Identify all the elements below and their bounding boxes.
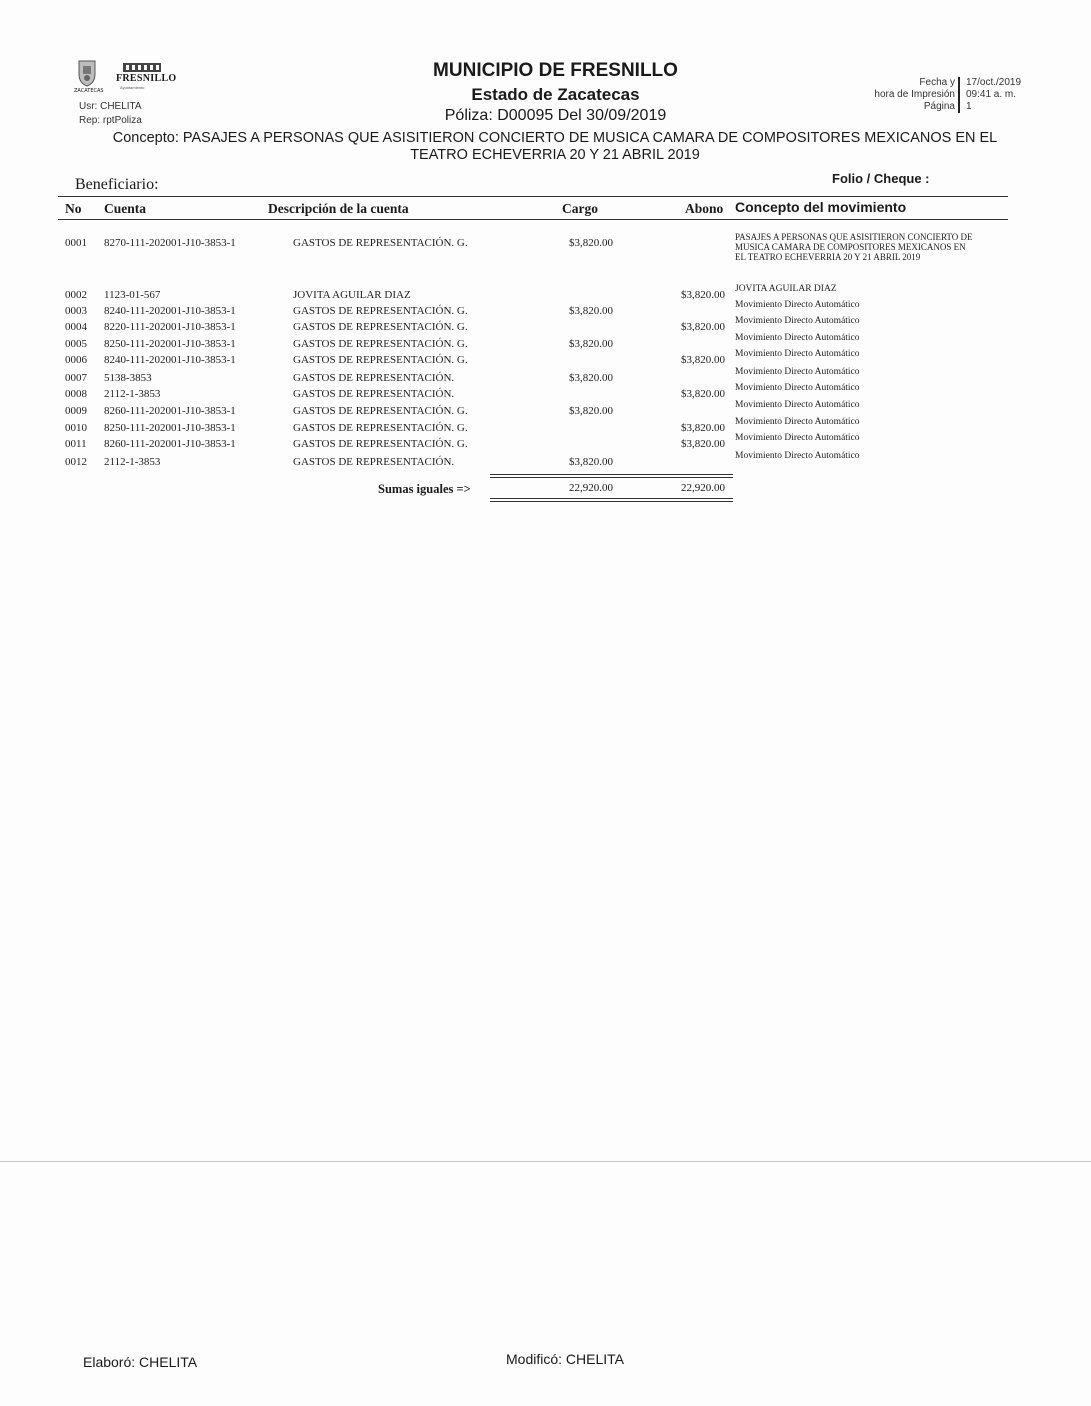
row-concepto: Movimiento Directo Automático [735, 400, 860, 410]
row-abono: $3,820.00 [681, 438, 725, 450]
row-cuenta: 8260-111-202001-J10-3853-1 [104, 405, 236, 417]
print-separator [958, 77, 960, 113]
row-cuenta: 8250-111-202001-J10-3853-1 [104, 338, 236, 350]
row-cuenta: 8260-111-202001-J10-3853-1 [104, 438, 236, 450]
row-no: 0011 [65, 438, 87, 450]
row-no: 0006 [65, 354, 87, 366]
row-no: 0012 [65, 456, 87, 468]
user-label: Usr: CHELITA [79, 101, 142, 112]
row-concepto: PASAJES A PERSONAS QUE ASISITIERON CONCIERTO DE MUSICA CAMARA DE COMPOSITORES MEXICANOS EN EL TEATRO ECHEVERRIA 20 Y 21 ABRIL 2019 [735, 232, 973, 262]
row-no: 0009 [65, 405, 87, 417]
print-info [826, 75, 1038, 117]
report-label: Rep: rptPoliza [79, 115, 142, 126]
print-labels: Fecha y hora de Impresión Página [874, 77, 955, 112]
row-cuenta: 1123-01-567 [104, 289, 161, 301]
row-cuenta: 8240-111-202001-J10-3853-1 [104, 305, 236, 317]
row-cuenta: 8220-111-202001-J10-3853-1 [104, 321, 236, 333]
row-descripcion: GASTOS DE REPRESENTACIÓN. G. [293, 338, 468, 350]
row-abono: $3,820.00 [681, 422, 725, 434]
col-header-cargo: Cargo [562, 201, 598, 216]
row-cuenta: 8270-111-202001-J10-3853-1 [104, 237, 236, 249]
row-concepto: Movimiento Directo Automático [735, 383, 860, 393]
row-concepto: Movimiento Directo Automático [735, 349, 860, 359]
row-concepto: Movimiento Directo Automático [735, 333, 860, 343]
row-cargo: $3,820.00 [569, 456, 613, 468]
col-header-abono: Abono [685, 201, 724, 216]
row-descripcion: GASTOS DE REPRESENTACIÓN. G. [293, 405, 468, 417]
row-no: 0005 [65, 338, 87, 350]
beneficiario-label: Beneficiario: [75, 176, 159, 193]
row-abono: $3,820.00 [681, 354, 725, 366]
row-no: 0007 [65, 372, 87, 384]
row-cargo: $3,820.00 [569, 338, 613, 350]
row-no: 0001 [65, 237, 87, 249]
row-concepto: Movimiento Directo Automático [735, 417, 860, 427]
col-header-no: No [65, 201, 82, 216]
row-cuenta: 5138-3853 [104, 372, 152, 384]
totals-label: Sumas iguales => [378, 482, 471, 496]
row-cargo: $3,820.00 [569, 237, 613, 249]
row-descripcion: GASTOS DE REPRESENTACIÓN. G. [293, 354, 468, 366]
row-cargo: $3,820.00 [569, 305, 613, 317]
row-cuenta: 2112-1-3853 [104, 456, 161, 468]
elaboro-label: Elaboró: CHELITA [83, 1354, 198, 1370]
row-no: 0002 [65, 289, 87, 301]
row-abono: $3,820.00 [681, 321, 725, 333]
row-cuenta: 2112-1-3853 [104, 388, 161, 400]
col-header-cuenta: Cuenta [104, 201, 147, 216]
row-cuenta: 8250-111-202001-J10-3853-1 [104, 422, 236, 434]
row-cuenta: 8240-111-202001-J10-3853-1 [104, 354, 236, 366]
brand-name: FRESNILLO [116, 73, 177, 84]
header-bottom-rule [58, 219, 1008, 220]
folio-label: Folio / Cheque : [832, 171, 930, 186]
footer-divider [0, 1161, 1091, 1162]
poliza-line: Póliza: D00095 Del 30/09/2019 [444, 107, 667, 124]
row-descripcion: GASTOS DE REPRESENTACIÓN. [293, 456, 455, 468]
row-concepto: JOVITA AGUILAR DIAZ [735, 284, 837, 294]
totals-rule-top-1 [490, 474, 733, 475]
totals-cargo: 22,920.00 [569, 482, 613, 494]
row-cargo: $3,820.00 [569, 405, 613, 417]
concepto-text: Concepto: PASAJES A PERSONAS QUE ASISITIERON CONCIERTO DE MUSICA CAMARA DE COMPOSITORES MEXICANOS EN EL TEATRO ECHEVERRIA 20 Y 21 ABRIL 2019 [112, 130, 998, 163]
row-concepto: Movimiento Directo Automático [735, 316, 860, 326]
print-values: 17/oct./2019 09:41 a. m. 1 [966, 77, 1022, 112]
row-descripcion: GASTOS DE REPRESENTACIÓN. G. [293, 237, 468, 249]
seal-caption: ZACATECAS [74, 88, 104, 94]
row-concepto: Movimiento Directo Automático [735, 300, 860, 310]
row-descripcion: GASTOS DE REPRESENTACIÓN. G. [293, 438, 468, 450]
row-concepto: Movimiento Directo Automático [735, 433, 860, 443]
state-subtitle: Estado de Zacatecas [471, 85, 640, 104]
row-concepto: Movimiento Directo Automático [735, 367, 860, 377]
header-top-rule [58, 196, 1008, 197]
totals-rule-bottom-2 [490, 501, 733, 502]
col-header-concepto: Concepto del movimiento [735, 199, 907, 215]
row-abono: $3,820.00 [681, 388, 725, 400]
row-no: 0008 [65, 388, 87, 400]
row-descripcion: GASTOS DE REPRESENTACIÓN. [293, 372, 455, 384]
brand-subtitle: Ayuntamiento [120, 85, 145, 90]
row-abono: $3,820.00 [681, 289, 725, 301]
row-descripcion: GASTOS DE REPRESENTACIÓN. G. [293, 305, 468, 317]
row-concepto: Movimiento Directo Automático [735, 451, 860, 461]
page-title: MUNICIPIO DE FRESNILLO [433, 60, 678, 81]
row-descripcion: JOVITA AGUILAR DIAZ [293, 289, 411, 301]
col-header-descripcion: Descripción de la cuenta [268, 201, 409, 216]
row-descripcion: GASTOS DE REPRESENTACIÓN. G. [293, 422, 468, 434]
row-descripcion: GASTOS DE REPRESENTACIÓN. [293, 388, 455, 400]
totals-rule-top-2 [490, 477, 733, 478]
row-no: 0003 [65, 305, 87, 317]
modifico-label: Modificó: CHELITA [506, 1351, 624, 1367]
totals-abono: 22,920.00 [681, 482, 725, 494]
totals-rule-bottom-1 [490, 498, 733, 499]
row-no: 0010 [65, 422, 87, 434]
row-no: 0004 [65, 321, 87, 333]
row-cargo: $3,820.00 [569, 372, 613, 384]
row-descripcion: GASTOS DE REPRESENTACIÓN. G. [293, 321, 468, 333]
